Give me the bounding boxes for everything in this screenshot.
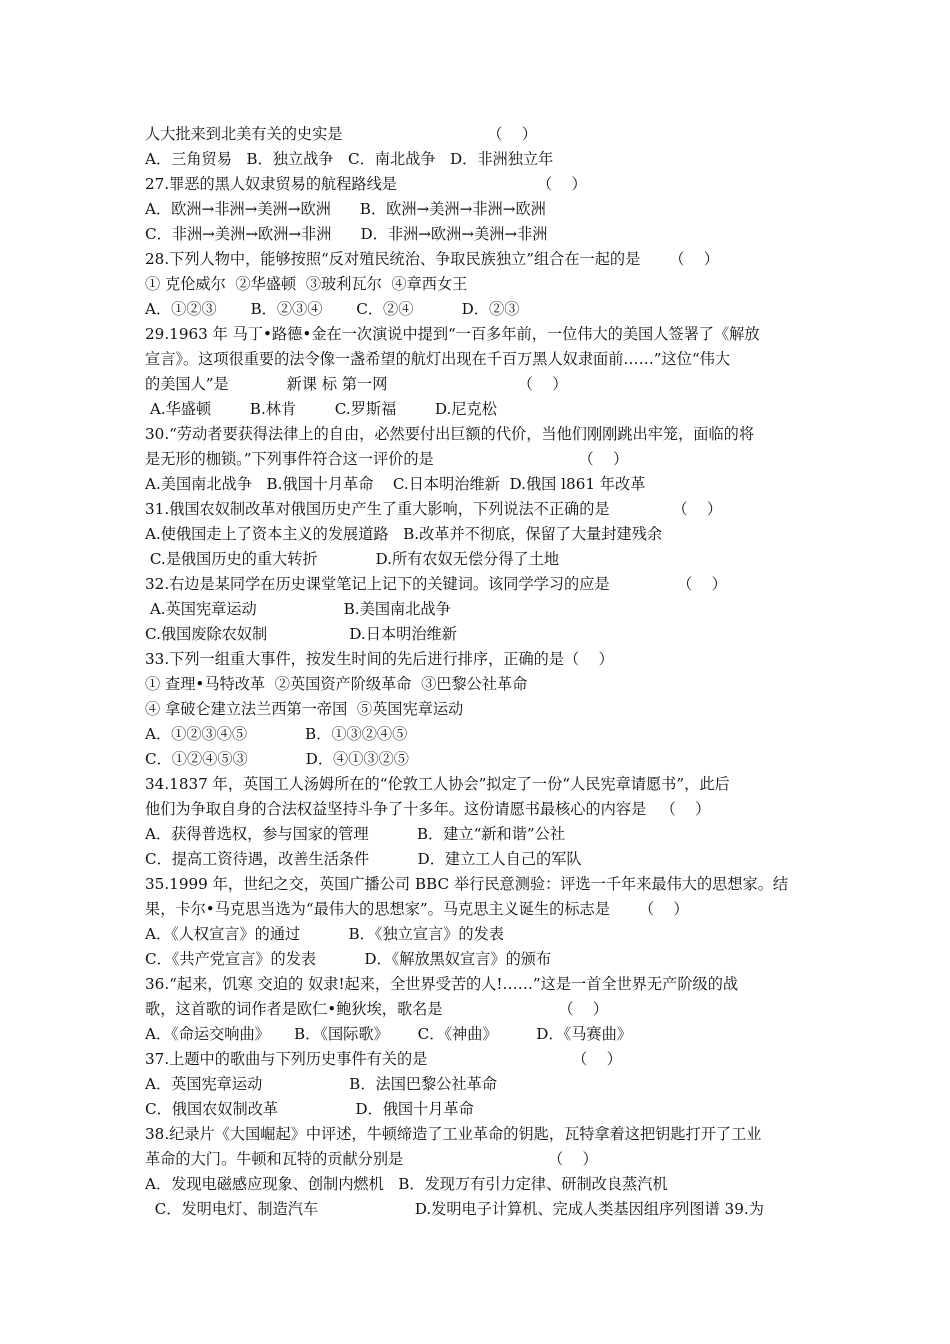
text-line: C．非洲→美洲→欧洲→非洲 D．非洲→欧洲→美洲→非洲: [145, 225, 548, 243]
text-line: 37.上题中的歌曲与下列历史事件有关的是 （ ）: [145, 1050, 622, 1068]
text-line: 35.1999 年，世纪之交，英国广播公司 BBC 举行民意测验：评选一千年来最伟大的思想家。结: [145, 875, 789, 893]
text-line: A．发现电磁感应现象、创制内燃机 B．发现万有引力定律、研制改良蒸汽机: [145, 1175, 668, 1193]
text-line: 36.“起来，饥寒 交迫的 奴隶!起来，全世界受苦的人!……”这是一首全世界无产阶级的战: [145, 975, 739, 993]
text-line: 革命的大门。牛顿和瓦特的贡献分别是 （ ）: [145, 1150, 598, 1168]
text-line: C.俄国废除农奴制 D.日本明治维新: [145, 625, 457, 643]
text-line: A.华盛顿 B.林肯 C.罗斯福 D.尼克松: [145, 400, 497, 418]
question-text-block: [145, 122, 815, 1222]
text-line: ④ 拿破仑建立法兰西第一帝国 ⑤英国宪章运动: [145, 700, 464, 718]
text-line: ① 查理•马特改革 ②英国资产阶级革命 ③巴黎公社革命: [145, 675, 528, 693]
text-line: 38.纪录片《大国崛起》中评述，牛顿缔造了工业革命的钥匙，瓦特拿着这把钥匙打开了工业: [145, 1125, 762, 1143]
text-line: 宣言》。这项很重要的法令像一盏希望的航灯出现在千百万黑人奴隶面前……”这位“伟大: [145, 350, 731, 368]
text-line: 歌，这首歌的词作者是欧仁•鲍狄埃，歌名是 （ ）: [145, 1000, 609, 1018]
text-line: C．《共产党宣言》的发表 D．《解放黑奴宣言》的颁布: [145, 950, 552, 968]
text-line: A．《人权宣言》的通过 B．《独立宣言》的发表: [145, 925, 504, 943]
text-line: 28.下列人物中，能够按照“反对殖民统治、争取民族独立”组合在一起的是 （ ）: [145, 250, 719, 268]
text-line: 32.右边是某同学在历史课堂笔记上记下的关键词。该同学学习的应是 （ ）: [145, 575, 727, 593]
text-line: C．俄国农奴制改革 D．俄国十月革命: [145, 1100, 474, 1118]
text-line: 30.“劳动者要获得法律上的自由，必然要付出巨额的代价，当他们刚刚跳出牢笼，面临的将: [145, 425, 755, 443]
text-line: 是无形的枷锁。”下列事件符合这一评价的是 （ ）: [145, 450, 629, 468]
text-line: 果，卡尔•马克思当选为“最伟大的思想家”。马克思主义诞生的标志是 （ ）: [145, 900, 689, 918]
text-line: ① 克伦威尔 ②华盛顿 ③玻利瓦尔 ④章西女王: [145, 275, 468, 293]
text-line: A.使俄国走上了资本主义的发展道路 B.改革并不彻底，保留了大量封建残余: [145, 525, 663, 543]
text-line: 的美国人”是 新课 标 第一网 （ ）: [145, 375, 568, 393]
text-line: C．提高工资待遇，改善生活条件 D．建立工人自己的军队: [145, 850, 582, 868]
text-line: A．获得普选权，参与国家的管理 B．建立“新和谐”公社: [145, 825, 566, 843]
text-line: A．①②③ B．②③④ C．②④ D．②③: [145, 300, 520, 318]
text-line: 34.1837 年，英国工人汤姆所在的“伦敦工人协会”拟定了一份“人民宪章请愿书”，此后: [145, 775, 730, 793]
text-line: C．发明电灯、制造汽车 D.发明电子计算机、完成人类基因组序列图谱 39.为: [145, 1200, 764, 1218]
text-line: A．三角贸易 B．独立战争 C．南北战争 D．非洲独立年: [145, 150, 554, 168]
text-line: C.是俄国历史的重大转折 D.所有农奴无偿分得了土地: [145, 550, 560, 568]
text-line: 33.下列一组重大事件，按发生时间的先后进行排序，正确的是（ ）: [145, 650, 614, 668]
text-line: 29.1963 年 马丁•路德•金在一次演说中提到“一百多年前，一位伟大的美国人签署了《解放: [145, 325, 760, 343]
text-line: A．《命运交响曲》 B．《国际歌》 C．《神曲》 D．《马赛曲》: [145, 1025, 632, 1043]
text-line: A.美国南北战争 B.俄国十月革命 C.日本明治维新 D.俄国 l861 年改革: [145, 475, 646, 493]
text-line: A．①②③④⑤ B．①③②④⑤: [145, 725, 408, 743]
text-line: 27.罪恶的黑人奴隶贸易的航程路线是 （ ）: [145, 175, 587, 193]
text-line: 他们为争取自身的合法权益坚持斗争了十多年。这份请愿书最核心的内容是 （ ）: [145, 800, 711, 818]
text-line: A．英国宪章运动 B．法国巴黎公社革命: [145, 1075, 498, 1093]
text-line: A．欧洲→非洲→美洲→欧洲 B．欧洲→美洲→非洲→欧洲: [145, 200, 546, 218]
text-line: 人大批来到北美有关的史实是 （ ）: [145, 125, 537, 143]
text-line: C．①②④⑤③ D．④①③②⑤: [145, 750, 409, 768]
text-line: 31.俄国农奴制改革对俄国历史产生了重大影响，下列说法不正确的是 （ ）: [145, 500, 723, 518]
text-line: A.英国宪章运动 B.美国南北战争: [145, 600, 451, 618]
